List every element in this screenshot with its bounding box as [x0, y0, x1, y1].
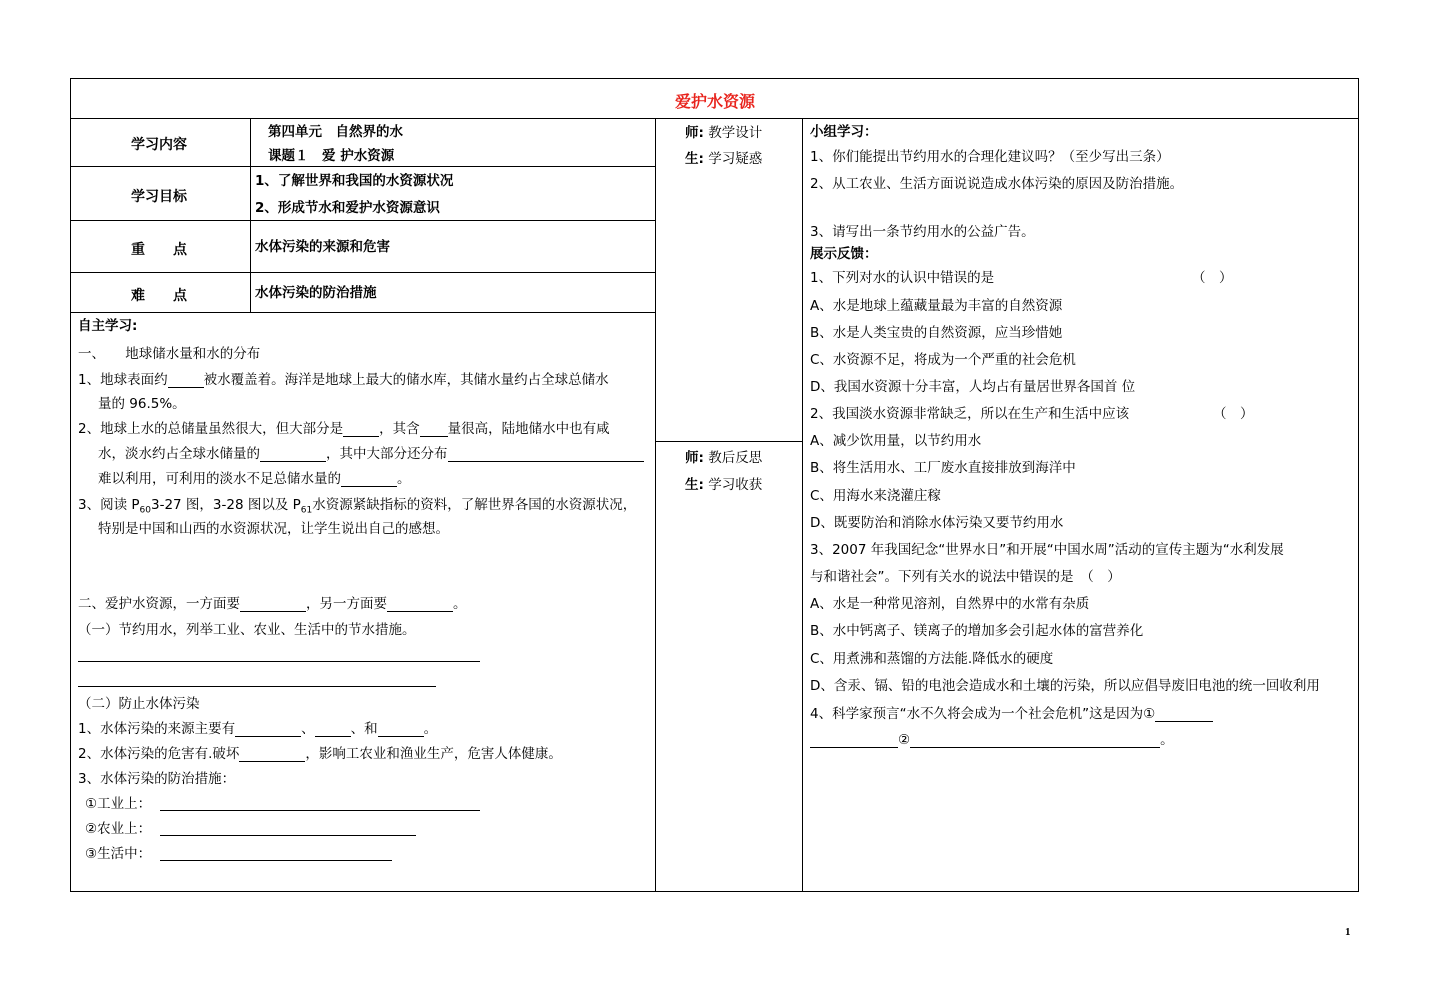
feedback-q1-option-a: A、水是地球上蕴藏量最为丰富的自然资源 [810, 298, 1063, 314]
blank[interactable] [341, 472, 397, 487]
question-3-line2: 特别是中国和山西的水资源状况，让学生说出自己的感想。 [98, 521, 449, 537]
section-2-2-heading: （二）防止水体污染 [78, 696, 200, 712]
objective-line2: 2、形成节水和爱护水资源意识 [255, 200, 440, 216]
mid-divider [655, 441, 802, 442]
question-1-line1: 1、地球表面约 被水覆盖着。海洋是地球上最大的储水库，其储水量约占全球总储水 [78, 372, 609, 388]
feedback-q2-option-a: A、减少饮用量，以节约用水 [810, 433, 982, 449]
measure-life: ③生活中： [85, 846, 152, 862]
difficulty-value: 水体污染的防治措施 [255, 285, 377, 301]
col-divider-1 [655, 118, 656, 892]
blank[interactable] [378, 722, 424, 737]
page-title: 爱护水资源 [674, 92, 755, 111]
blank[interactable] [420, 422, 448, 437]
answer-line[interactable] [78, 661, 480, 662]
feedback-q2-option-b: B、将生活用水、工厂废水直接排放到海洋中 [810, 460, 1076, 476]
section-2-heading: 二、爱护水资源，一方面要 ，另一方面要 。 [78, 596, 467, 612]
feedback-q2: 2、我国淡水资源非常缺乏，所以在生产和生活中应该 [810, 406, 1130, 422]
label-objective: 学习目标 [131, 189, 187, 205]
blank[interactable] [448, 447, 644, 462]
blank[interactable] [910, 733, 1160, 748]
feedback-q3-option-d: D、含汞、镉、铅的电池会造成水和土壤的污染，所以应倡导废旧电池的统一回收利用 [810, 678, 1320, 694]
blank[interactable] [168, 373, 204, 388]
group-study-heading: 小组学习： [810, 124, 878, 140]
question-3-line1: 3、阅读 $P_{60}3-27$ 图，3-28 图以及 $P_{61}$水资源紧缺指标的资料，了解世界各国的水资源状况， [78, 497, 637, 516]
row-divider-2 [70, 220, 655, 221]
pollution-q1: 1、水体污染的来源主要有 、 、和 。 [78, 721, 438, 737]
feedback-q2-paren: （ ） [1213, 406, 1254, 422]
key-point-value: 水体污染的来源和危害 [255, 239, 390, 255]
blank[interactable] [240, 597, 306, 612]
self-study-heading: 自主学习: [78, 318, 138, 334]
question-1-line2: 量的 96.5%。 [98, 396, 186, 412]
feedback-q1-paren: （ ） [1192, 270, 1233, 286]
student-gains: 生: 学习收获 [685, 477, 763, 493]
label-divider [250, 118, 251, 312]
feedback-q2-option-c: C、用海水来浇灌庄稼 [810, 488, 941, 504]
feedback-q3-line1: 3、2007 年我国纪念“世界水日”和开展“中国水周”活动的宣传主题为“水利发展 [810, 542, 1284, 558]
feedback-q3-option-b: B、水中钙离子、镁离子的增加多会引起水体的富营养化 [810, 623, 1144, 639]
feedback-q3-option-a: A、水是一种常见溶剂，自然界中的水常有杂质 [810, 596, 1090, 612]
group-q2: 2、从工农业、生活方面说说造成水体污染的原因及防治措施。 [810, 176, 1184, 192]
teacher-reflection: 师: 教后反思 [685, 450, 763, 466]
answer-line[interactable] [160, 860, 392, 861]
feedback-q4-line1: 4、科学家预言“水不久将会成为一个社会危机”这是因为① [810, 706, 1213, 722]
row-divider-1 [70, 166, 655, 167]
feedback-q3-option-c: C、用煮沸和蒸馏的方法能.降低水的硬度 [810, 651, 1054, 667]
blank[interactable] [235, 722, 301, 737]
teacher-design: 师: 教学设计 [685, 125, 763, 141]
feedback-q3-line2: 与和谐社会”。下列有关水的说法中错误的是 （ ） [810, 569, 1121, 585]
answer-line[interactable] [160, 835, 416, 836]
row-divider-3 [70, 272, 655, 273]
student-questions: 生: 学习疑惑 [685, 151, 763, 167]
blank[interactable] [810, 733, 898, 748]
label-content: 学习内容 [131, 137, 187, 153]
measure-agriculture: ②农业上： [85, 821, 152, 837]
section-1-heading: 一、 地球储水量和水的分布 [78, 346, 261, 362]
content-line1: 第四单元 自然界的水 [268, 124, 403, 140]
feedback-q1-option-d: D、我国水资源十分丰富，人均占有量居世界各国首 位 [810, 379, 1136, 395]
blank[interactable] [387, 597, 453, 612]
group-q3: 3、请写出一条节约用水的公益广告。 [810, 224, 1035, 240]
content-line2: 课题１ 爱 护水资源 [268, 148, 395, 164]
group-q1: 1、你们能提出节约用水的合理化建议吗？（至少写出三条） [810, 149, 1170, 165]
blank[interactable] [315, 722, 351, 737]
pollution-q2: 2、水体污染的危害有.破坏 ，影响工农业和渔业生产，危害人体健康。 [78, 746, 562, 762]
title-divider [70, 118, 1359, 119]
feedback-q4-line2: ② 。 [810, 732, 1174, 748]
feedback-q1-option-c: C、水资源不足，将成为一个严重的社会危机 [810, 352, 1076, 368]
measure-industry: ①工业上： [85, 796, 152, 812]
question-2-line1: 2、地球上水的总储量虽然很大，但大部分是 ，其含 量很高，陆地储水中也有咸 [78, 421, 610, 437]
pollution-q3: 3、水体污染的防治措施： [78, 771, 236, 787]
question-2-line3: 难以利用，可利用的淡水不足总储水量的 。 [98, 471, 411, 487]
feedback-heading: 展示反馈： [810, 246, 878, 262]
question-2-line2: 水，淡水约占全球水储量的 ，其中大部分还分布 [98, 446, 644, 462]
row-divider-4 [70, 312, 655, 313]
feedback-q1-option-b: B、水是人类宝贵的自然资源，应当珍惜她 [810, 325, 1063, 341]
feedback-q1: 1、下列对水的认识中错误的是 [810, 270, 995, 286]
feedback-q2-option-d: D、既要防治和消除水体污染又要节约用水 [810, 515, 1064, 531]
label-difficulty: 难 点 [131, 288, 187, 304]
blank[interactable] [239, 747, 305, 762]
page-number: 1 [1345, 926, 1351, 938]
label-key-point: 重 点 [131, 242, 187, 258]
col-divider-2 [802, 118, 803, 892]
blank[interactable] [260, 447, 326, 462]
blank[interactable] [343, 422, 379, 437]
blank[interactable] [1155, 707, 1213, 722]
answer-line[interactable] [160, 810, 480, 811]
answer-line[interactable] [78, 686, 436, 687]
objective-line1: 1、了解世界和我国的水资源状况 [255, 173, 454, 189]
section-2-1-heading: （一）节约用水，列举工业、农业、生活中的节水措施。 [78, 622, 416, 638]
